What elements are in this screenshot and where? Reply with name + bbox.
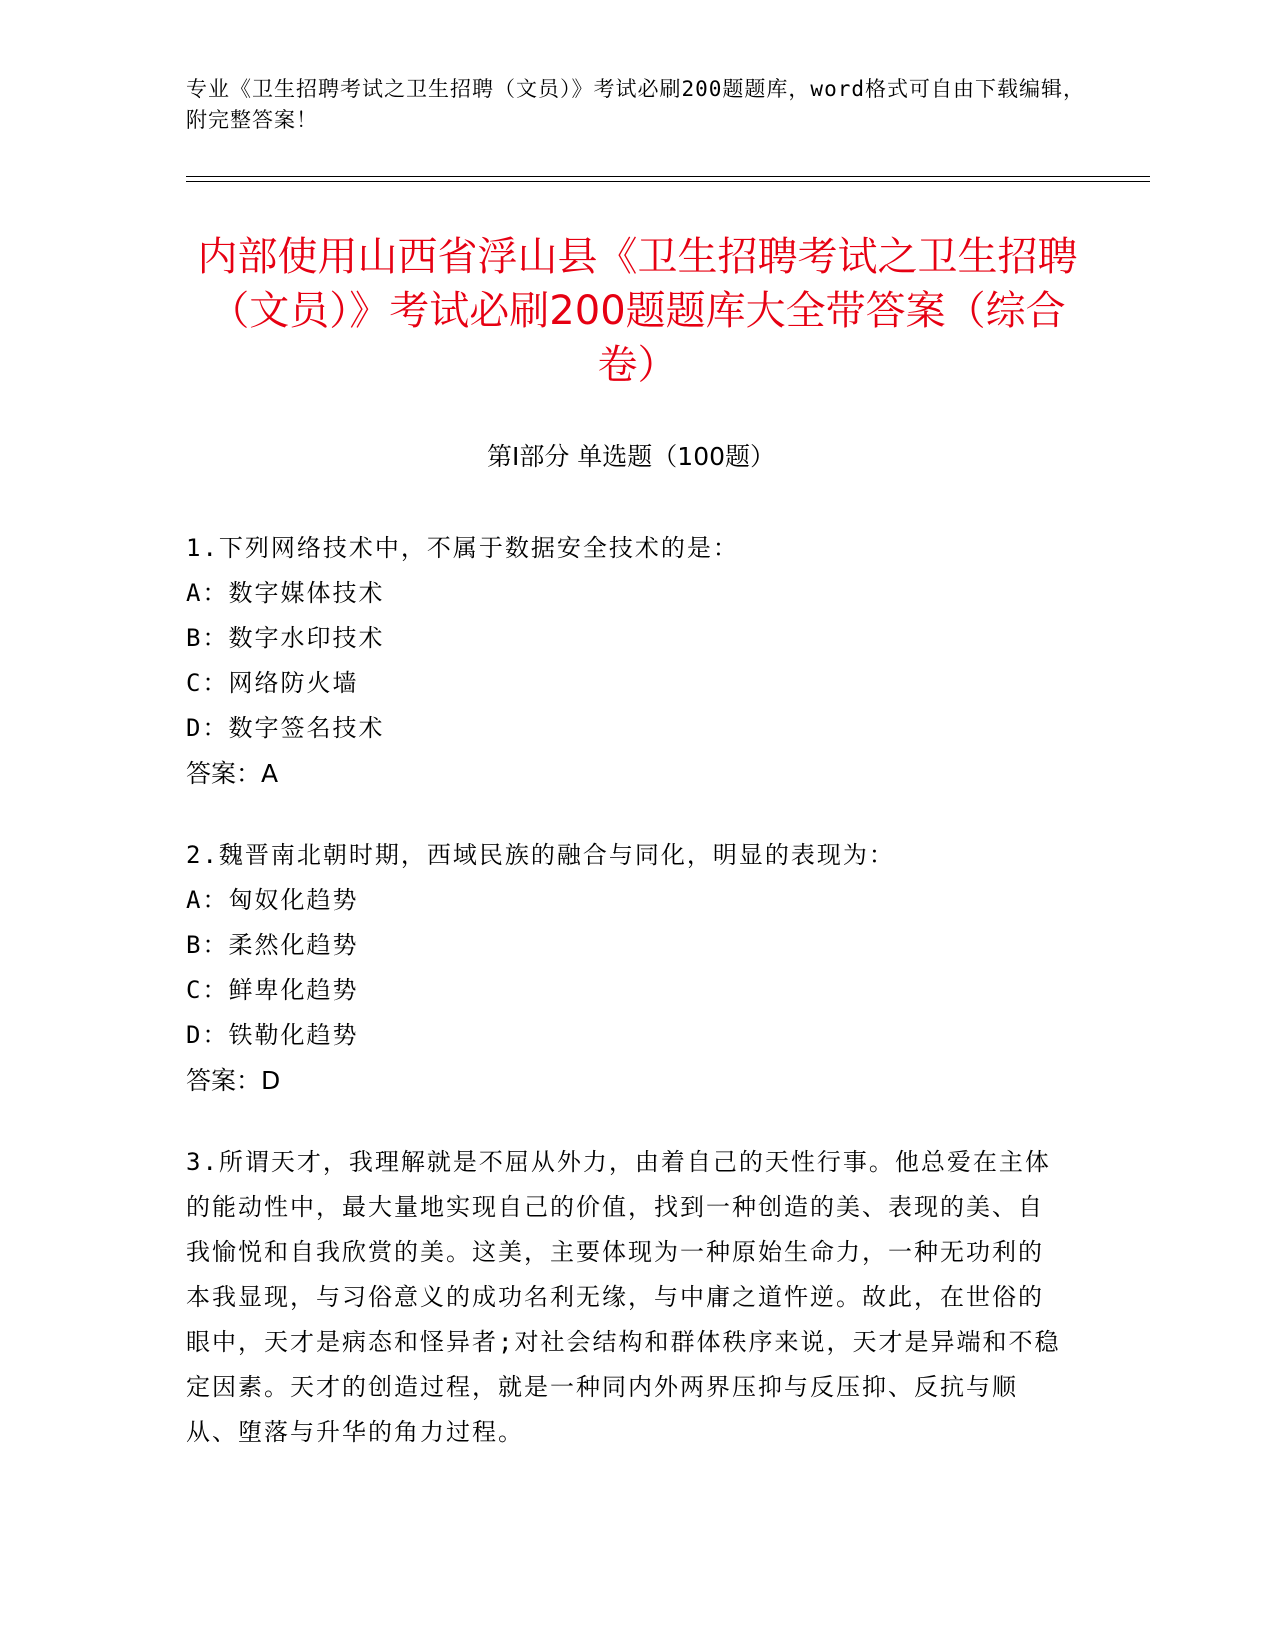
option-d: D：铁勒化趋势 [186, 1021, 359, 1049]
option-a: A：数字媒体技术 [186, 579, 385, 607]
question-2 [186, 833, 1086, 1103]
answer: 答案：D [186, 1066, 281, 1095]
option-d: D：数字签名技术 [186, 714, 385, 742]
question-3 [186, 1140, 1086, 1455]
header-rule-bottom [186, 181, 1150, 182]
question-stem: 1.下列网络技术中，不属于数据安全技术的是： [186, 534, 739, 562]
section-title: 第Ⅰ部分 单选题（100题） [486, 442, 776, 471]
question-1 [186, 526, 1086, 796]
option-a: A：匈奴化趋势 [186, 886, 359, 914]
question-list [186, 526, 1086, 1492]
answer: 答案：A [186, 759, 279, 788]
question-stem: 2.魏晋南北朝时期，西域民族的融合与同化，明显的表现为： [186, 841, 895, 869]
option-b: B：数字水印技术 [186, 624, 385, 652]
header-rule-top [186, 176, 1150, 177]
option-b: B：柔然化趋势 [186, 931, 359, 959]
option-c: C：网络防火墙 [186, 669, 359, 697]
option-c: C：鲜卑化趋势 [186, 976, 359, 1004]
document-title: 内部使用山西省浮山县《卫生招聘考试之卫生招聘（文员）》考试必刷200题题库大全带答案（综合卷） [197, 234, 1078, 388]
header-note: 专业《卫生招聘考试之卫生招聘（文员）》考试必刷200题题库，word格式可自由下载编辑，附完整答案！ [186, 77, 1085, 132]
question-stem: 3.所谓天才，我理解就是不屈从外力，由着自己的天性行事。他总爱在主体的能动性中，最大量地实现自己的价值，找到一种创造的美、表现的美、自我愉悦和自我欣赏的美。这美，主要体现为一种原始生命力，一种无功利的本我显现，与习俗意义的成功名利无缘，与中庸之道忤逆。故此，在世俗的眼中，天才是病态和怪异者;对社会结构和群体秩序来说，天才是异端和不稳定因素。天才的创造过程，就是一种同内外两界压抑与反压抑、反抗与顺从、堕落与升华的角力过程。 [186, 1148, 1061, 1446]
